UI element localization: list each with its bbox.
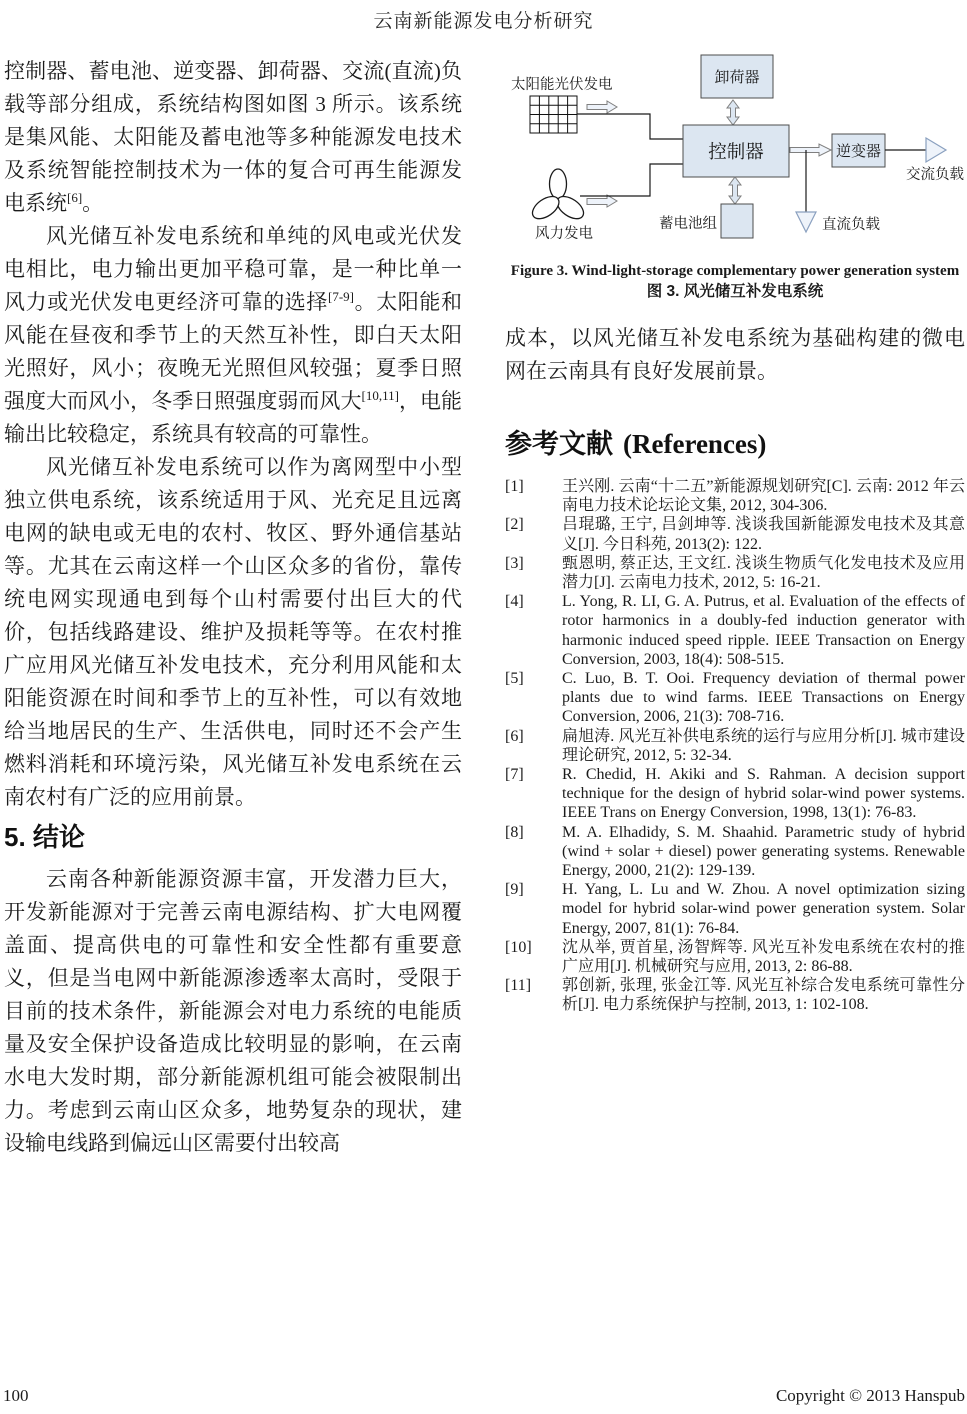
reference-number: [3] — [505, 554, 524, 572]
paragraph: 云南各种新能源资源丰富，开发潜力巨大，开发新能源对于完善云南电源结构、扩大电网覆盖面、提高供电的可靠性和安全性都有重要意义，但是当电网中新能源渗透率太高时，受限于目前的技术条件，新能源会对电力系统的电能质量及安全保护设备造成比较明显的影响，在云南水电大发时期，部分新能源机组可能会被限制出力。考虑到云南山区众多，地势复杂的现状，建设输电线路到偏远山区需要付出较高 — [4, 867, 462, 1155]
battery-label: 蓄电池组 — [659, 216, 717, 232]
figure3-caption-chinese: 图 3. 风光储互补发电系统 — [646, 283, 824, 300]
references-heading — [505, 428, 965, 460]
paragraph-continuation: 成本，以风光储互补发电系统为基础构建的微电网在云南具有良好发展前景。 — [505, 326, 965, 383]
controller-unloader-double-arrow-icon — [727, 100, 739, 125]
citation-superscript: [10,11] — [361, 388, 399, 403]
reference-number: [4] — [505, 593, 524, 611]
unloader-label: 卸荷器 — [714, 70, 760, 86]
reference-list — [505, 477, 965, 1015]
reference-number: [1] — [505, 478, 524, 495]
reference-item — [505, 727, 965, 765]
references-heading-english: (References) — [623, 429, 767, 459]
solar-panel-icon — [530, 96, 577, 133]
figure3-system-diagram — [505, 52, 965, 259]
ac-load-label: 交流负载 — [906, 167, 964, 183]
reference-text: 吕琨璐, 王宁, 吕剑坤等. 浅谈我国新能源发电技术及其意义[J]. 今日科苑, 2013(2): 122. — [562, 516, 965, 553]
right-column — [505, 52, 965, 1015]
paragraph-text: 控制器、蓄电池、逆变器、卸荷器、交流(直流)负载等部分组成，系统结构图如图 3 所示。该系统是集风能、太阳能及蓄电池等多种能源发电技术及系统智能控制技术为一体的复合可再生能源发电系统 — [4, 59, 462, 215]
references-heading-chinese: 参考文献 — [505, 429, 613, 459]
controller-battery-double-arrow-icon — [729, 177, 741, 204]
reference-number: [11] — [505, 977, 532, 995]
reference-text: R. Chedid, H. Akiki and S. Rahman. A decision support technique for the design of hybrid solar-wind power systems. IEEE Trans on Energy Conversion, 1998, 13(1): 76-83. — [562, 766, 965, 822]
reference-number: [6] — [505, 727, 524, 745]
reference-item — [505, 976, 965, 1014]
reference-number: [2] — [505, 516, 524, 534]
inverter-label: 逆变器 — [835, 144, 882, 160]
reference-number: [10] — [505, 938, 532, 956]
reference-item — [505, 823, 965, 881]
reference-item — [505, 554, 965, 592]
ac-load-arrow-icon — [926, 138, 946, 162]
reference-item — [505, 592, 965, 669]
figure3-caption-english: Figure 3. Wind-light-storage complementary power generation system — [510, 263, 960, 279]
running-header-title: 云南新能源发电分析研究 — [373, 11, 594, 32]
reference-text: 甄恩明, 蔡正达, 王文红. 浅谈生物质气化发电技术及应用潜力[J]. 云南电力技术, 2012, 5: 16-21. — [562, 554, 965, 592]
reference-item — [505, 669, 965, 727]
dc-load-arrow-icon — [796, 212, 816, 232]
wind-turbine-icon — [529, 169, 588, 223]
reference-text: 扁旭涛. 风光互补供电系统的运行与应用分析[J]. 城市建设理论研究, 2012, 5: 32-34. — [562, 727, 965, 764]
reference-item — [505, 880, 965, 938]
battery-box — [721, 204, 753, 238]
citation-superscript: [6] — [67, 190, 83, 205]
controller-label: 控制器 — [708, 143, 764, 163]
reference-number: [9] — [505, 881, 524, 899]
reference-item — [505, 515, 965, 553]
wind-to-controller-wire — [580, 164, 683, 196]
paragraph: 风光储互补发电系统可以作为离网型中小型独立供电系统，该系统适用于风、光充足且远离电网的缺电或无电的农村、牧区、野外通信基站等。尤其在云南这样一个山区众多的省份，靠传统电网实现通电到每个山村需要付出巨大的代价，包括线路建设、维护及损耗等等。在农村推广应用风光储互补发电技术，充分利用风能和太阳能资源在时间和季节上的互补性，可以有效地给当地居民的生产、生活供电，同时还不会产生燃料消耗和环境污染，风光储互补发电系统在云南农村有广泛的应用前景。 — [4, 455, 462, 809]
page-number: 100 — [3, 1386, 29, 1405]
section-5-heading: 5. 结论 — [4, 822, 85, 852]
copyright-notice: Copyright © 2013 Hanspub — [775, 1386, 965, 1405]
citation-superscript: [7-9] — [328, 289, 354, 304]
paragraph-text: 风光储互补发电系统和单纯的风电或光伏发电相比，电力输出更加平稳可靠，是一种比单一风力或光伏发电更经济可靠的选择 — [4, 224, 462, 314]
paragraph-text: 。 — [82, 191, 104, 215]
reference-item — [505, 938, 965, 976]
reference-text: H. Yang, L. Lu and W. Zhou. A novel optimization sizing model for hybrid solar-wind power generation system. Solar Energy, 2007, 81(1): 76-84. — [562, 881, 965, 937]
controller-inverter-arrow-icon — [790, 144, 831, 156]
solar-flow-arrow-icon — [587, 101, 617, 113]
reference-text: 沈从举, 贾首星, 汤智辉等. 风光互补发电系统在农村的推广应用[J]. 机械研究与应用, 2013, 2: 86-88. — [562, 938, 965, 976]
wind-flow-arrow-icon — [587, 195, 617, 207]
reference-text: L. Yong, R. LI, G. A. Putrus, et al. Evaluation of the effects of rotor harmonics in a doubly-fed induction generator with harmonic induced speed ripple. IEEE Transaction on Energy Conversion, 2003, 18(4): 508-515. — [562, 593, 965, 668]
reference-number: [7] — [505, 766, 524, 784]
reference-text: 郭创新, 张理, 张金江等. 风光互补综合发电系统可靠性分析[J]. 电力系统保护与控制, 2013, 1: 102-108. — [562, 977, 965, 1014]
solar-to-controller-wire — [577, 114, 683, 139]
reference-item — [505, 765, 965, 823]
reference-number: [5] — [505, 670, 524, 688]
reference-text: C. Luo, B. T. Ooi. Frequency deviation of thermal power plants due to wind farms. IEEE Transactions on Energy Conversion, 2006, 21(3): 708-716. — [562, 670, 965, 726]
paragraph-continuation — [4, 55, 462, 220]
wind-power-label: 风力发电 — [535, 226, 593, 242]
reference-text: 王兴刚. 云南“十二五”新能源规划研究[C]. 云南: 2012 年云南电力技术论坛论文集, 2012, 304-306. — [562, 478, 965, 515]
paragraph-text: ，电能输出比较稳定，系统具有较高的可靠性。 — [4, 389, 463, 446]
paragraph-text: 。太阳能和风能在昼夜和季节上的天然互补性，即白天太阳光照好，风小；夜晚无光照但风较强；夏季日照强度大而风小，冬季日照强度弱而风大 — [4, 290, 462, 413]
reference-text: M. A. Elhadidy, S. M. Shaahid. Parametric study of hybrid (wind + solar + diesel) power generating systems. Renewable Energy, 2000, 21(2): 129-139. — [562, 823, 965, 880]
reference-number: [8] — [505, 823, 524, 841]
reference-item — [505, 477, 965, 515]
dc-load-label: 直流负载 — [822, 217, 880, 233]
paragraph — [4, 220, 462, 451]
solar-pv-label: 太阳能光伏发电 — [511, 77, 613, 93]
left-column — [4, 55, 462, 1160]
